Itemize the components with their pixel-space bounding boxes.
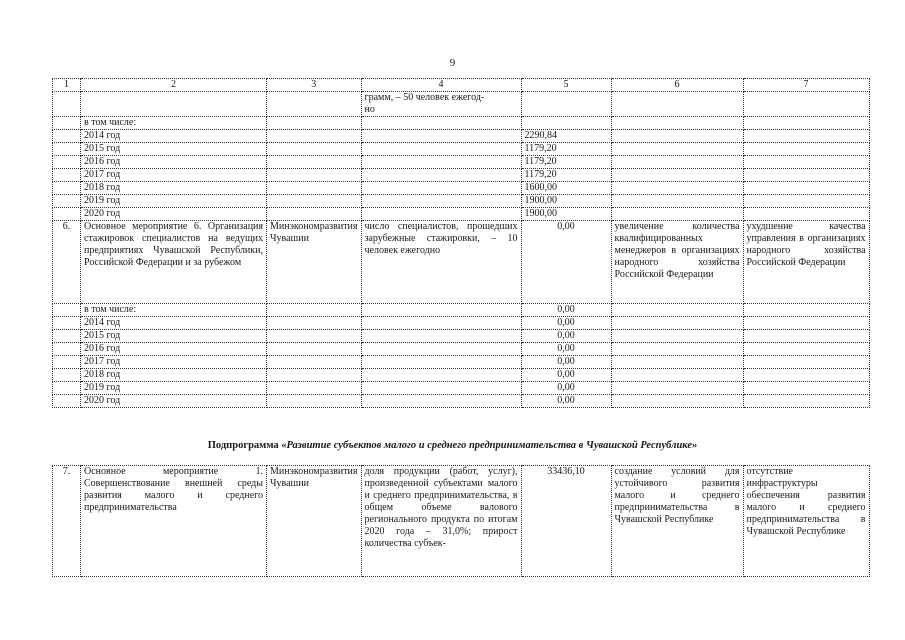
subprogram-title <box>0 440 905 451</box>
table-row <box>53 395 870 408</box>
row-number: 7. <box>53 466 81 577</box>
risk-of-non-implementation: отсутствие инфраструктуры обеспечения развития малого и среднего предпринимательства в Чувашской Республике <box>743 466 869 577</box>
subprogram-title-name: Развитие субъектов малого и среднего предпринимательства в Чувашской Республике <box>286 440 692 451</box>
amount-cell: 0,00 <box>521 369 611 382</box>
year-cell: 2015 год <box>81 143 267 156</box>
year-cell: 2014 год <box>81 130 267 143</box>
executor: Минэкономразвития Чувашии <box>267 466 362 577</box>
amount-cell: 1600,00 <box>521 182 611 195</box>
table-row <box>53 169 870 182</box>
year-cell: 2019 год <box>81 195 267 208</box>
col-header-1: 1 <box>53 79 81 92</box>
amount-cell: 2290,84 <box>521 130 611 143</box>
executor: Минэкономразвития Чувашии <box>267 221 362 304</box>
year-cell: 2018 год <box>81 182 267 195</box>
funding-amount: 0,00 <box>521 221 611 304</box>
table-row <box>53 343 870 356</box>
year-cell: 2016 год <box>81 156 267 169</box>
amount-cell: 0,00 <box>521 317 611 330</box>
table-row <box>53 208 870 221</box>
col-header-7: 7 <box>743 79 869 92</box>
breakdown-label: в том числе: <box>81 117 267 130</box>
table-row <box>53 304 870 317</box>
main-table <box>52 78 870 408</box>
expected-result: создание условий для устойчивого развития малого и среднего предпринимательства в Чувашской Республике <box>611 466 743 577</box>
subprogram-title-suffix: » <box>691 440 698 451</box>
amount-cell: 1179,20 <box>521 143 611 156</box>
table-row <box>53 317 870 330</box>
col-header-4: 4 <box>361 79 521 92</box>
amount-cell: 0,00 <box>521 304 611 317</box>
year-cell: 2020 год <box>81 395 267 408</box>
amount-cell: 0,00 <box>521 395 611 408</box>
amount-cell: 0,00 <box>521 382 611 395</box>
table-row <box>53 143 870 156</box>
page-number: 9 <box>449 57 456 69</box>
activity-row-6 <box>53 221 870 304</box>
amount-cell: 0,00 <box>521 356 611 369</box>
row-number: 6. <box>53 221 81 304</box>
col-header-5: 5 <box>521 79 611 92</box>
amount-cell: 1179,20 <box>521 169 611 182</box>
continued-indicator-text: грамм, – 50 человек ежегод- но <box>361 92 521 117</box>
year-cell: 2016 год <box>81 343 267 356</box>
risk-of-non-implementation: ухудшение качества управления в организациях народного хозяйства Российской Федерации <box>743 221 869 304</box>
breakdown-label: в том числе: <box>81 304 267 317</box>
year-cell: 2017 год <box>81 169 267 182</box>
activity-row-7 <box>53 466 870 577</box>
table-row <box>53 195 870 208</box>
funding-amount: 33436,10 <box>521 466 611 577</box>
table-row <box>53 382 870 395</box>
year-cell: 2015 год <box>81 330 267 343</box>
amount-cell: 1900,00 <box>521 195 611 208</box>
activity-name: Основное мероприятие 6. Организация стажировок специалистов на ведущих предприятиях Чувашской Республики, Российской Федерации и за рубежом <box>81 221 267 304</box>
table-row <box>53 330 870 343</box>
table-row <box>53 182 870 195</box>
amount-cell: 0,00 <box>521 330 611 343</box>
continuation-row <box>53 92 870 117</box>
activity-name: Основное мероприятие 1. Совершенствование внешней среды развития малого и среднего предпринимательства <box>81 466 267 577</box>
year-cell: 2014 год <box>81 317 267 330</box>
subprogram-title-prefix: Подпрограмма « <box>207 440 287 451</box>
year-cell: 2017 год <box>81 356 267 369</box>
amount-cell: 1179,20 <box>521 156 611 169</box>
header-row <box>53 79 870 92</box>
subprogram-table <box>52 465 870 577</box>
col-header-6: 6 <box>611 79 743 92</box>
amount-cell: 0,00 <box>521 343 611 356</box>
col-header-2: 2 <box>81 79 267 92</box>
year-cell: 2018 год <box>81 369 267 382</box>
indicator: число специалистов, прошедших зарубежные стажировки, – 10 человек ежегодно <box>361 221 521 304</box>
table-row <box>53 156 870 169</box>
col-header-3: 3 <box>267 79 362 92</box>
table-row <box>53 369 870 382</box>
amount-cell: 1900,00 <box>521 208 611 221</box>
indicator: доля продукции (работ, услуг), произведенной субъектами малого и среднего предпринимательства, в общем объеме валового регионального продукта по итогам 2020 года – 31,0%; прирост количества субъек- <box>361 466 521 577</box>
expected-result: увеличение количества квалифицированных менеджеров в организациях народного хозяйства Российской Федерации <box>611 221 743 304</box>
year-cell: 2020 год <box>81 208 267 221</box>
year-cell: 2019 год <box>81 382 267 395</box>
table-row <box>53 117 870 130</box>
table-row <box>53 356 870 369</box>
table-row <box>53 130 870 143</box>
